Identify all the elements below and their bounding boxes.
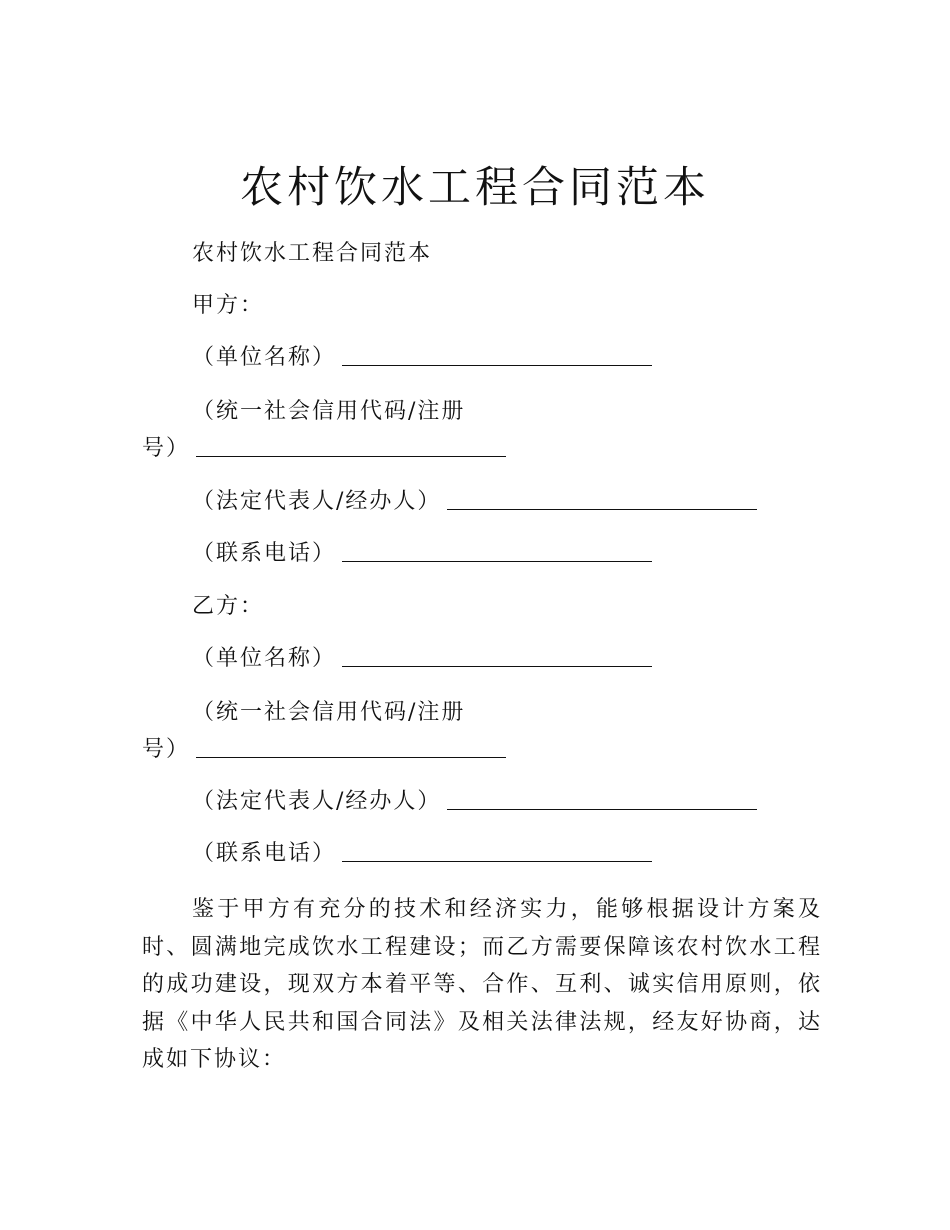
party-a-credit-code-blank [196, 434, 506, 457]
party-a-unit-name-label: （单位名称） [192, 345, 337, 370]
party-b-unit-name-blank [342, 644, 652, 667]
party-b-credit-code-blank [196, 735, 506, 758]
party-b-credit-code-label: （统一社会信用代码/注册 [192, 700, 466, 725]
party-a-credit-code-label: （统一社会信用代码/注册 [192, 399, 466, 424]
party-a-legal-rep-label: （法定代表人/经办人） [192, 489, 442, 514]
party-b-legal-rep-label: （法定代表人/经办人） [192, 789, 442, 814]
party-a-legal-rep-blank [447, 487, 757, 510]
party-a-heading: 甲方： [192, 293, 265, 318]
party-b-legal-rep-blank [447, 787, 757, 810]
party-b-heading: 乙方： [192, 594, 265, 619]
preamble-paragraph: 鉴于甲方有充分的技术和经济实力，能够根据设计方案及时、圆满地完成饮水工程建设；而乙方需要保障该农村饮水工程的成功建设，现双方本着平等、合作、互利、诚实信用原则，依据《中华人民共和国合同法》及相关法律法规，经友好协商，达成如下协议： [142, 897, 822, 1072]
party-a-unit-name-blank [342, 343, 652, 366]
party-b-credit-code-label-cont: 号） [142, 737, 191, 762]
party-b-unit-name-label: （单位名称） [192, 646, 337, 671]
party-a-phone-label: （联系电话） [192, 541, 337, 566]
party-a-credit-code-row [142, 433, 506, 465]
party-a-phone-blank [342, 539, 652, 562]
page-title: 农村饮水工程合同范本 [240, 163, 710, 213]
party-b-phone-label: （联系电话） [192, 841, 337, 866]
document-subtitle: 农村饮水工程合同范本 [192, 241, 433, 266]
party-a-credit-code-label-cont: 号） [142, 436, 191, 461]
party-b-phone-row [192, 838, 652, 870]
party-b-legal-rep-row [192, 786, 757, 818]
party-a-phone-row [192, 538, 652, 570]
party-a-unit-name-row [192, 342, 652, 374]
party-b-unit-name-row [192, 643, 652, 675]
party-b-credit-code-row [142, 734, 506, 766]
party-a-legal-rep-row [192, 486, 757, 518]
party-b-phone-blank [342, 839, 652, 862]
